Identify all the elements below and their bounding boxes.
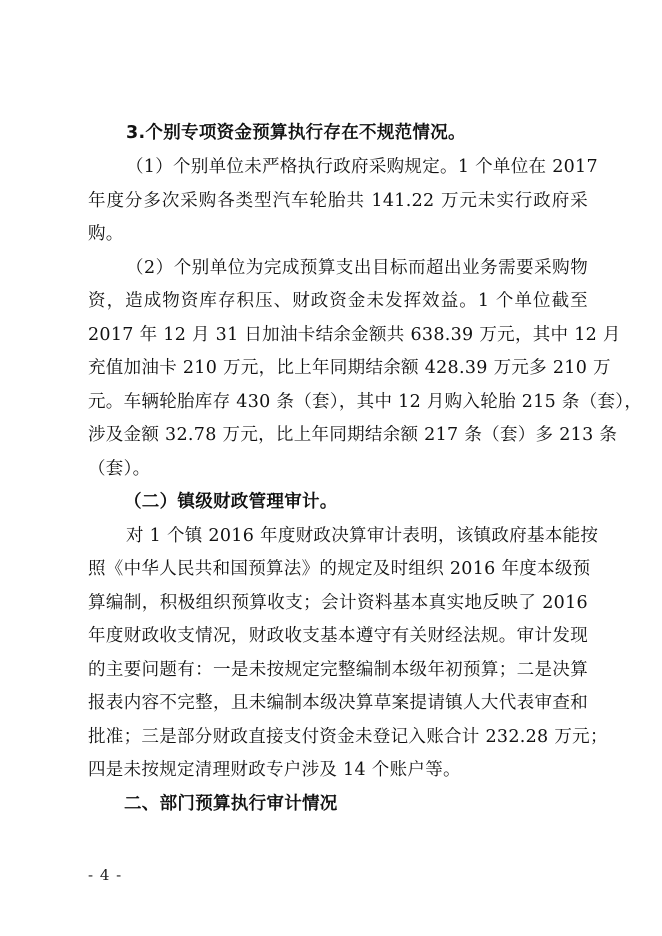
item2-line-3: 2017 年 12 月 31 日加油卡结余金额共 638.39 万元，其中 12 月 — [88, 325, 621, 345]
item2-line-5: 元。车辆轮胎库存 430 条（套），其中 12 月购入轮胎 215 条（套）， — [88, 392, 643, 412]
item1-line-1: （1）个别单位未严格执行政府采购规定。1 个单位在 2017 — [126, 157, 598, 177]
part-heading-department-budget: 二、部门预算执行审计情况 — [124, 794, 338, 814]
town-para-line-5: 的主要问题有：一是未按规定完整编制本级年初预算；二是决算 — [88, 660, 588, 680]
item2-line-2: 资，造成物资库存积压、财政资金未发挥效益。1 个单位截至 — [88, 291, 588, 311]
item2-line-4: 充值加油卡 210 万元，比上年同期结余额 428.39 万元多 210 万 — [88, 358, 611, 378]
item1-line-3: 购。 — [88, 224, 124, 244]
town-para-line-6: 报表内容不完整，且未编制本级决算草案提请镇人大代表审查和 — [88, 693, 588, 713]
heading-3: 3.个别专项资金预算执行存在不规范情况。 — [126, 123, 466, 143]
item2-line-1: （2）个别单位为完成预算支出目标而超出业务需要采购物 — [126, 258, 588, 278]
town-para-line-4: 年度财政收支情况，财政收支基本遵守有关财经法规。审计发现 — [88, 626, 588, 646]
item2-line-6: 涉及金额 32.78 万元，比上年同期结余额 217 条（套）多 213 条 — [88, 425, 618, 445]
town-para-line-7: 批准；三是部分财政直接支付资金未登记入账合计 232.28 万元； — [88, 727, 608, 747]
item2-line-7: （套）。 — [88, 459, 151, 479]
town-para-line-3: 算编制，积极组织预算收支；会计资料基本真实地反映了 2016 — [88, 593, 588, 613]
section-heading-town-audit: （二）镇级财政管理审计。 — [124, 492, 338, 512]
item1-line-2: 年度分多次采购各类型汽车轮胎共 141.22 万元未实行政府采 — [88, 191, 588, 211]
page-number: - 4 - — [88, 866, 123, 884]
town-para-line-8: 四是未按规定清理财政专户涉及 14 个账户等。 — [88, 760, 461, 780]
town-para-line-1: 对 1 个镇 2016 年度财政决算审计表明，该镇政府基本能按 — [126, 526, 599, 546]
town-para-line-2: 照《中华人民共和国预算法》的规定及时组织 2016 年度本级预 — [88, 559, 591, 579]
